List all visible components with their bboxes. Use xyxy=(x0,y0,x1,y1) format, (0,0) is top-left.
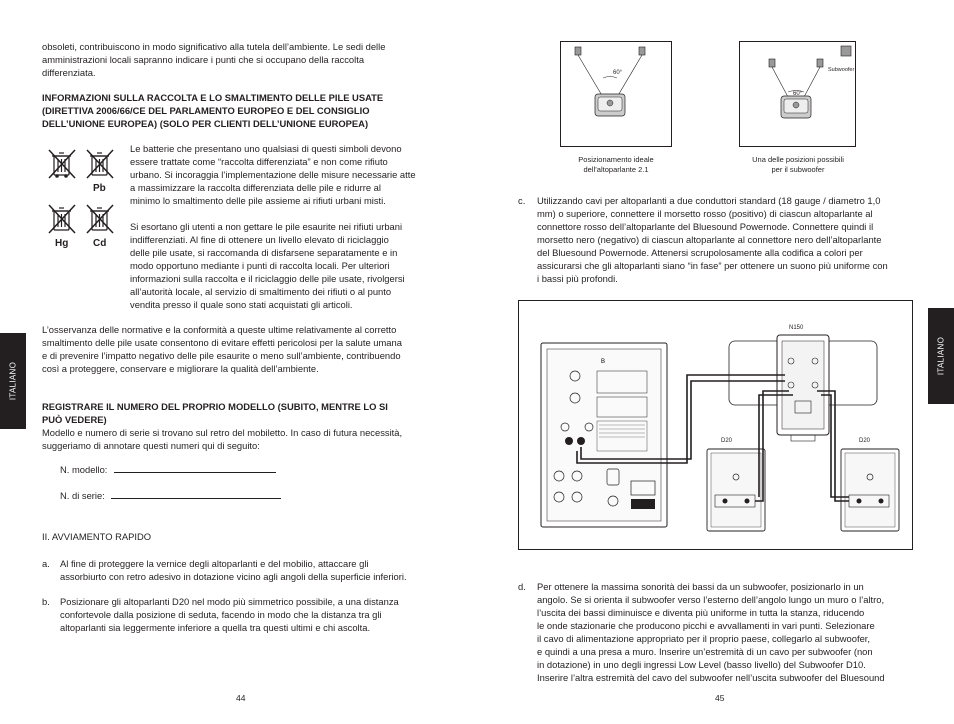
d20-right-label: D20 xyxy=(859,438,871,444)
item-d-text: Per ottenere la massima sonorità dei bassi da un subwoofer, posizionarlo in un angolo. Se si orienta il subwoofer verso l’esterno dell’angolo lungo un muro o l’altro, l’uscita dei bassi diminuisce e diventa più uniforme in tutta la stanza, riducendo le onde stazionarie che producono picchi e avvallamenti in vari punti. Selezionare il cavo di alimentazione appropriato per il proprio paese, collegarlo al subwoofer, e quindi a una presa a muro. Inserire un’estremità di un cavo per subwoofer (non in dotazione) in uno degli ingressi Low Level (basso livello) del Subwoofer D10. Inserire l’altra estremità del cavo del subwoofer nell’uscita subwoofer del Bluesound xyxy=(537,581,885,683)
language-tab-right: ITALIANO xyxy=(928,308,954,404)
fig2-subwoofer-label: Subwoofer xyxy=(828,67,855,73)
item-a-text: Al fine di proteggere la vernice degli altoparlanti e del mobilio, attaccare gli assorbiurto con retro adesivo in dotazione vicino agli angoli della superficie inferiori. xyxy=(60,558,407,582)
battery-heading: INFORMAZIONI SULLA RACCOLTA E LO SMALTIMENTO DELLE PILE USATE (DIRETTIVA 2006/66/CE DEL PARLAMENTO EUROPEO E DEL CONSIGLIO DELL’UNIONE EUROPEA) (SOLO PER CLIENTI DELL’UNIONE EUROPEA) xyxy=(42,92,384,129)
item-c-letter: c. xyxy=(518,195,526,206)
wiring-illustration xyxy=(519,301,912,549)
page-number-right: 45 xyxy=(715,693,725,703)
quickstart-heading: II. AVVIAMENTO RAPIDO xyxy=(42,531,152,542)
crossed-bin-cd-icon xyxy=(84,202,116,236)
item-c-text: Utilizzando cavi per altoparlanti a due conduttori standard (18 gauge / diametro 1,0 mm) o superiore, connettere il morsetto rosso (positivo) di ciascun altoparlante al connettore rosso dell’altoparlante del Bluesound Powernode. Connettere quindi il morsetto nero (negativo) di ciascun altoparlante al connettore nero dell’altoparlante del Bluesound Powernode. Attenersi scrupolosamente alla codifica a colori per assicurarsi che gli altoparlanti siano “in fase” per ottenere un suono più uniforme con i bassi più profondi. xyxy=(537,195,888,284)
n150-label: N150 xyxy=(789,325,804,331)
language-tab-left: ITALIANO xyxy=(0,333,26,429)
fig1-caption: Posizionamento ideale dell’altoparlante 2.1 xyxy=(578,155,654,174)
crossed-bin-hg-icon xyxy=(46,202,78,236)
fig2-caption: Una delle posizioni possibili per il subwoofer xyxy=(752,155,844,174)
item-b-letter: b. xyxy=(42,596,50,607)
battery-paragraph-1: Le batterie che presentano uno qualsiasi di questi simboli devono essere trattate come “raccolta differenziata” e non come rifiuto urbano. Si incoraggia l’implementazione delle misure necessarie atte a massimizzare la raccolta differenziata delle pile e ridurre al minimo lo smaltimento delle pile assieme ai rifiuti urbani misti. xyxy=(130,143,416,206)
item-b-text: Posizionare gli altoparlanti D20 nel modo più simmetrico possibile, a una distanza confortevole dalla posizione di seduta, facendo in modo che la distanza tra gli altoparlanti sia leggermente inferiore a quella tra questi ultimi e chi ascolta. xyxy=(60,596,399,633)
d20-left-label: D20 xyxy=(721,438,733,444)
cd-label: Cd xyxy=(93,238,107,249)
model-number-line[interactable] xyxy=(114,463,276,473)
pb-label: Pb xyxy=(93,183,106,194)
compliance-paragraph: L’osservanza delle normative e la conformità a queste ultime relativamente al corretto smaltimento delle pile usate consentono di evitare effetti pericolosi per la salute umana e di prevenire l’impatto negativo delle pile esaurite o meno sull’ambiente, contribuendo così a proteggere, conservare e migliorare la qualità dell’ambiente. xyxy=(42,324,402,374)
page-number-left: 44 xyxy=(236,693,246,703)
placement-diagram-subwoofer xyxy=(739,41,856,147)
serial-number-label: N. di serie: xyxy=(60,490,105,501)
svg-text:B: B xyxy=(601,359,606,365)
battery-paragraph-2: Si esortano gli utenti a non gettare le pile esaurite nei rifiuti urbani indifferenziati. Al fine di ottenere un livello elevato di riciclaggio delle pile usate, si raccomanda di disfarsene separatamente e in modo opportuno mediante i punti di raccolta locali. Per ulteriori informazioni sulla raccolta e il riciclaggio delle pile usate, rivolgersi all’autorità locale, al servizio di smaltimento dei rifiuti o al punto vendita presso il quale sono stati acquistati gli articoli. xyxy=(130,221,405,310)
register-paragraph: Modello e numero di serie si trovano sul retro del mobiletto. In caso di futura necessità, suggeriamo di annotare questi numeri qui di seguito: xyxy=(42,427,403,451)
fig1-angle-label: 60° xyxy=(613,70,623,76)
placement-diagram-ideal xyxy=(560,41,672,147)
wiring-diagram xyxy=(518,300,913,550)
serial-number-line[interactable] xyxy=(111,489,281,499)
hg-label: Hg xyxy=(55,238,69,249)
crossed-bin-icon xyxy=(46,147,78,181)
register-heading: REGISTRARE IL NUMERO DEL PROPRIO MODELLO (SUBITO, MENTRE LO SI PUÒ VEDERE) xyxy=(42,401,388,425)
battery-symbols xyxy=(42,145,122,253)
crossed-bin-pb-icon xyxy=(84,147,116,181)
ideal-placement-illustration xyxy=(561,42,671,146)
serial-number-field[interactable] xyxy=(60,489,290,502)
item-a-letter: a. xyxy=(42,558,50,569)
intro-paragraph: obsoleti, contribuiscono in modo significativo alla tutela dell’ambiente. Le sedi delle amministrazioni locali sapranno indicare i punti che si occupano della raccolta differenziata. xyxy=(42,41,386,78)
fig2-angle-label: 60° xyxy=(793,91,803,97)
model-number-field[interactable] xyxy=(60,463,290,476)
item-d-letter: d. xyxy=(518,581,526,592)
model-number-label: N. modello: xyxy=(60,464,108,475)
